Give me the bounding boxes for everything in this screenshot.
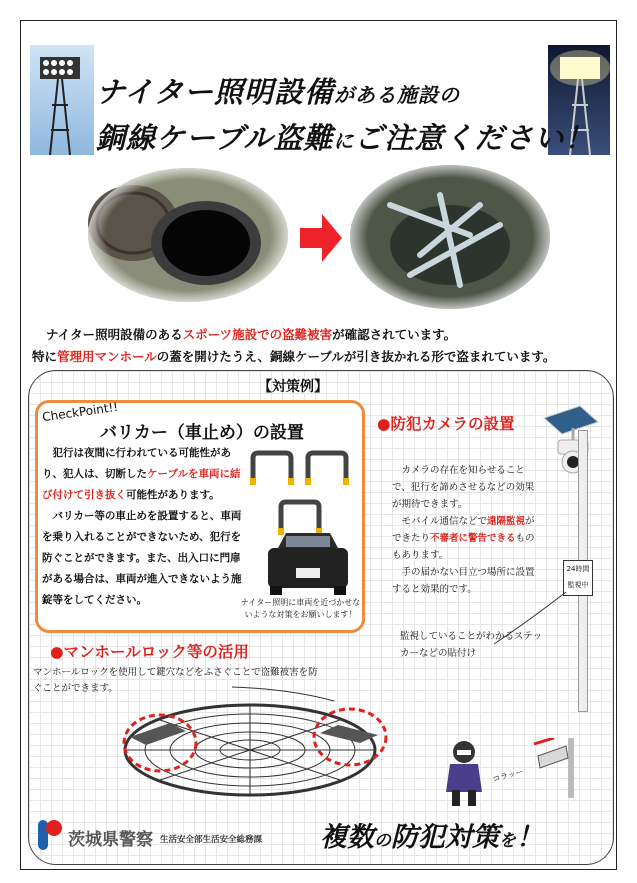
camera-text: カメラの存在を知らせることで、犯行を諦めさせるなどの効果が期待できます。 モバイル通信などで遠隔監視ができたり不審者に警告できるものもあります。 手の届かない目立つ場所に設置すると効果的です。 bbox=[392, 465, 535, 595]
sticker-caption: 監視していることがわかるステッカーなどの貼付け bbox=[400, 631, 543, 659]
manhole-pointer bbox=[230, 685, 340, 705]
police-logo-icon bbox=[36, 818, 64, 854]
stolen-cable-photo bbox=[350, 165, 550, 310]
barrier-illustration bbox=[248, 450, 358, 540]
thief-illustration bbox=[440, 738, 490, 808]
police-org-name: 茨城県警察 bbox=[68, 830, 153, 850]
camera-section-title: ●防犯カメラの設置 bbox=[377, 415, 515, 433]
title-line-1: ナイター照明設備がある施設の bbox=[96, 75, 460, 109]
camera-icon bbox=[530, 738, 580, 798]
lead-line-2: 特に管理用マンホールの蓋を開けたうえ、銅線ケーブルが引き抜かれる形で盗まれています。 bbox=[32, 349, 556, 364]
stadium-light-icon bbox=[30, 45, 94, 155]
manhole-open-photo bbox=[88, 168, 288, 303]
barrier-text: 犯行は夜間に行われている可能性があり、犯人は、切断したケーブルを車両に結び付けて引き抜く可能性があります。 バリカー等の車止めを設置すると、車両を乗り入れることができないため、犯行を防ぐことができます。また、出入口に門扉がある場合は、車両が進入できないよう施錠等をしてください。 bbox=[42, 447, 242, 606]
lead-line-1: ナイター照明設備のあるスポーツ施設での盗難被害が確認されています。 bbox=[46, 327, 457, 342]
measures-heading: 【対策例】 bbox=[258, 379, 328, 395]
footer-slogan: 複数の防犯対策を！ bbox=[320, 822, 543, 853]
warning-sound: コラッー bbox=[491, 767, 525, 784]
manhole-text: マンホールロックを使用して鍵穴などをふさぐことで盗難被害を防ぐことができます。 bbox=[33, 667, 318, 694]
manhole-section-title: ●マンホールロック等の活用 bbox=[50, 643, 249, 661]
barrier-title: バリカー（車止め）の設置 bbox=[100, 423, 304, 443]
barrier-caption: ナイター照明に車両を近づかせないような対策をお願いします！ bbox=[240, 598, 361, 619]
checkpoint-label: CheckPoint!! bbox=[41, 399, 119, 425]
surveillance-sign: 24時間 監視中 bbox=[563, 560, 593, 596]
camera-icon bbox=[540, 404, 602, 474]
title-line-2: 銅線ケーブル盗難にご注意ください！ bbox=[96, 121, 595, 155]
police-dept-name: 生活安全部生活安全総務課 bbox=[160, 835, 263, 845]
car-illustration bbox=[262, 530, 354, 596]
arrow-right-icon bbox=[300, 214, 342, 262]
